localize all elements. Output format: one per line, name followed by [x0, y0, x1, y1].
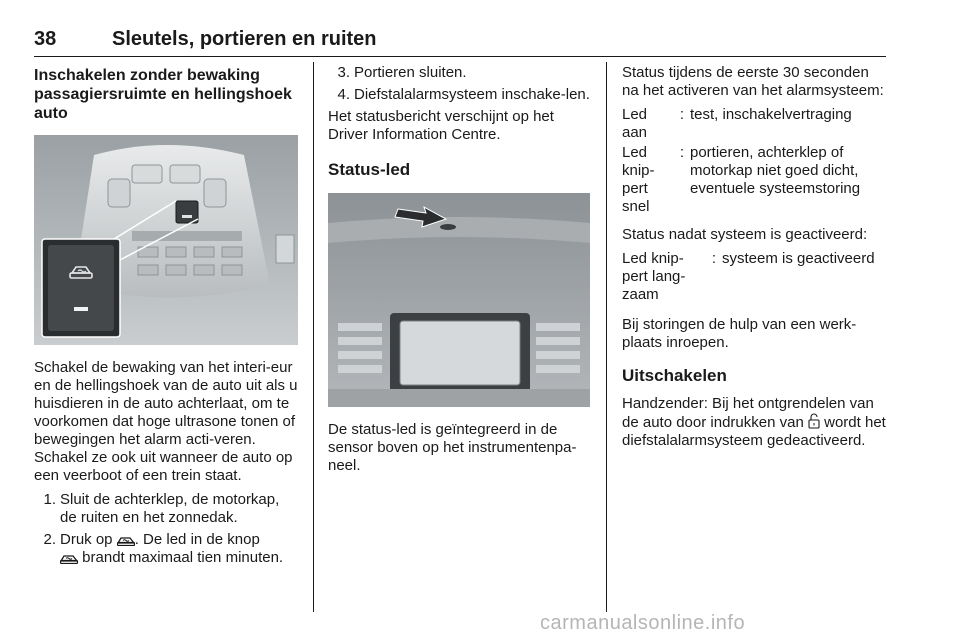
definition-term: Led knip-pert lang-zaam: [622, 250, 686, 303]
car-wave-icon: [60, 553, 78, 564]
column-2: [328, 64, 590, 475]
status-intro-paragraph: Status tijdens de eerste 30 seconden na het activeren van het alarmsysteem:: [622, 64, 884, 99]
status-message-paragraph: Het statusbericht verschijnt op het Driver Information Centre.: [328, 108, 554, 143]
overhead-console-figure: [34, 135, 298, 345]
unlock-paragraph: Handzender: Bij het ontgrendelen van de auto door indrukken van wordt het diefstalalarmsysteem gedeactiveerd.: [622, 395, 886, 449]
unlock-padlock-icon: [808, 413, 820, 429]
page-number: 38: [34, 28, 57, 50]
definition-text: test, inschakelvertraging: [690, 106, 852, 123]
steps-list-1: [34, 491, 300, 567]
instrument-panel-figure: [328, 193, 590, 407]
watermark: carmanualsonline.info: [540, 612, 746, 634]
header-rule: [34, 56, 886, 57]
definition-text: systeem is geactiveerd: [722, 250, 875, 267]
section-heading-inschakelen: Inschakelen zonder bewaking passagiersruimte en hellingshoek auto: [34, 67, 292, 122]
list-item: 3. Portieren sluiten.: [337, 64, 467, 81]
intro-paragraph: Schakel de bewaking van het interi-eur en de hellingshoek van de auto uit als u huisdieren in de auto achterlaat, om te voorkomen dat hoge ultrasone tonen of bewegingen het alarm acti-veren. Schakel ze ook uit wanneer de auto op een veerboot of een trein staat.: [34, 359, 298, 484]
column-3: [622, 64, 888, 450]
section-heading-uitschakelen: Uitschakelen: [622, 366, 727, 385]
definition-row: Led knip-pert lang-zaam : systeem is geactiveerd: [622, 250, 888, 304]
steps-list-2: [328, 64, 590, 104]
section-heading-status-led: Status-led: [328, 160, 411, 179]
definition-term: Led aan: [622, 106, 648, 141]
status-led-caption: De status-led is geïntegreerd in de sensor boven op het instrumentenpa-neel.: [328, 421, 577, 474]
definition-row: Led aan : test, inschakelvertraging: [622, 106, 888, 142]
list-item: 2. Druk op . De led in de knop brandt maximaal tien minuten.: [43, 531, 284, 566]
chapter-title: Sleutels, portieren en ruiten: [112, 28, 377, 50]
column-divider-1: [313, 62, 314, 612]
column-divider-2: [606, 62, 607, 612]
status-after-paragraph: Status nadat systeem is geactiveerd:: [622, 226, 868, 243]
definition-text: portieren, achterklep of motorkap niet goed dicht, eventuele systeemstoring: [690, 144, 861, 197]
car-wave-icon: [117, 535, 135, 546]
list-item: 1. Sluit de achterklep, de motorkap, de ruiten en het zonnedak.: [43, 491, 280, 526]
definition-row: Led knip-pert snel : portieren, achterklep of motorkap niet goed dicht, eventuele systeemstoring: [622, 144, 888, 216]
column-1: [34, 64, 300, 571]
definition-term: Led knip-pert snel: [622, 144, 655, 215]
fault-paragraph: Bij storingen de hulp van een werk-plaats inroepen.: [622, 316, 857, 351]
list-item: 4. Diefstalalarmsysteem inschake-len.: [337, 86, 590, 103]
